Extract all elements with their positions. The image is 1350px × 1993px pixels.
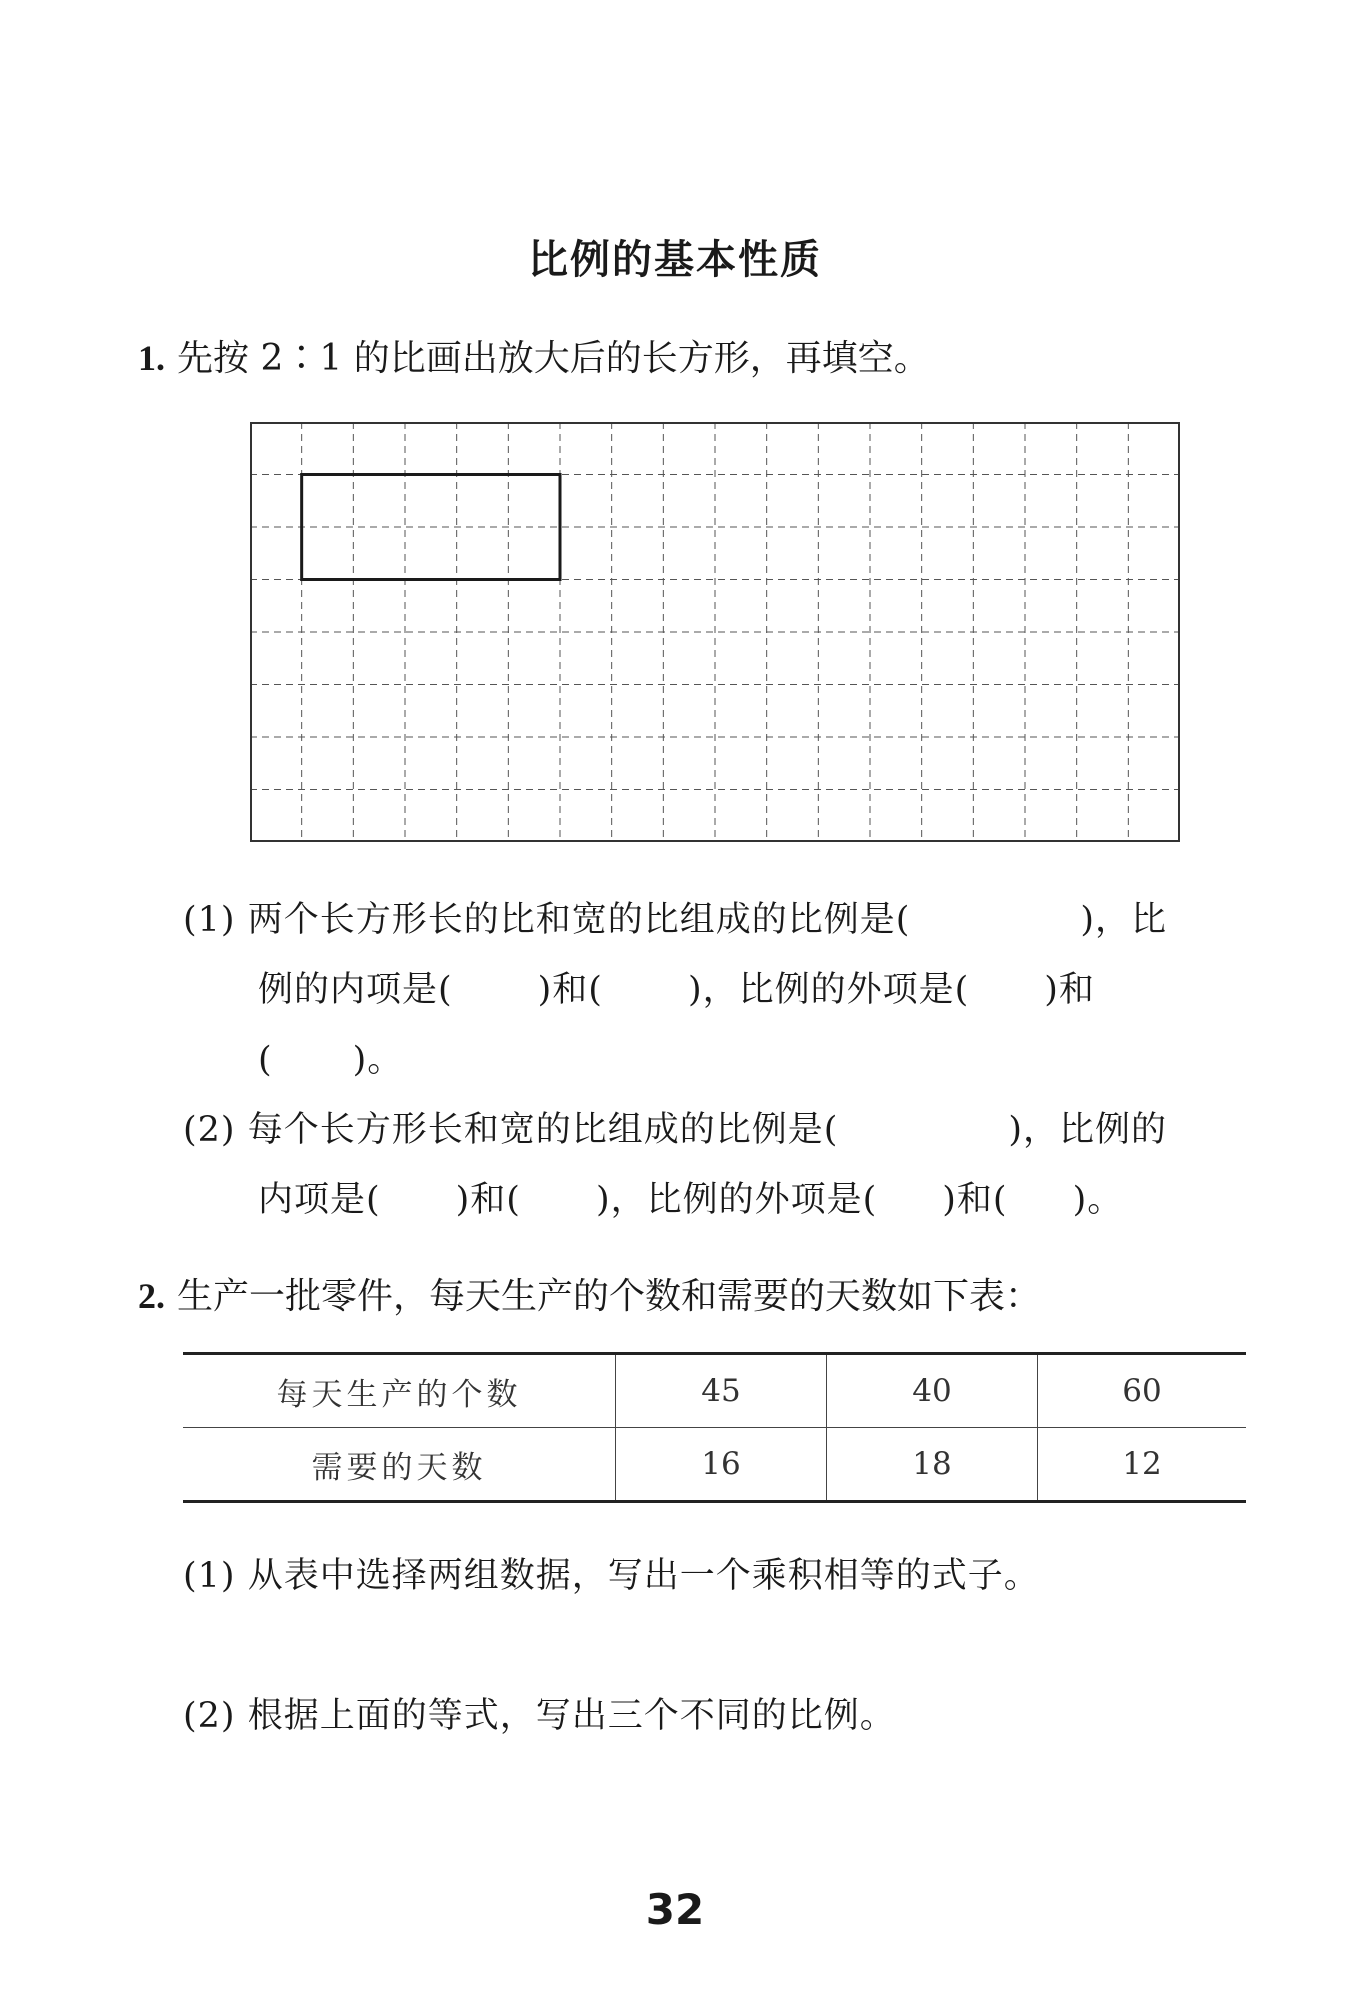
q2-sub2 [183, 1688, 896, 1738]
row-header: 每天生产的个数 [183, 1354, 616, 1428]
question-number: 1. [138, 338, 165, 378]
q1-sub2-line2 [258, 1172, 1123, 1222]
text: )和( [942, 1180, 1008, 1220]
text: )。 [352, 1040, 404, 1080]
text: )和( [455, 1180, 521, 1220]
sub-label: (1) [183, 900, 236, 940]
text: 从表中选择两组数据，写出一个乘积相等的式子。 [247, 1556, 1040, 1596]
q2-sub2-answer-area[interactable] [258, 1740, 1238, 1850]
drawing-grid[interactable] [250, 422, 1180, 842]
text: 内项是( [258, 1180, 381, 1220]
text: )，比例的外项是( [595, 1180, 878, 1220]
q1-sub1-line3 [258, 1032, 403, 1082]
text: )和 [1044, 970, 1095, 1010]
page-title: 比例的基本性质 [528, 237, 822, 283]
text: 两个长方形长的比和宽的比组成的比例是( [247, 900, 911, 940]
production-table [183, 1352, 1246, 1503]
text: ( [258, 1040, 273, 1080]
q1-sub1-line2 [258, 962, 1095, 1012]
sub-label: (1) [183, 1556, 236, 1596]
text: )，比 [1080, 900, 1168, 940]
sub-label: (2) [183, 1110, 236, 1150]
page-number: 32 [645, 1885, 705, 1934]
text: )和( [537, 970, 603, 1010]
text: 例的内项是( [258, 970, 453, 1010]
table-cell: 18 [826, 1428, 1037, 1502]
text: )。 [1072, 1180, 1124, 1220]
table-row [183, 1428, 1246, 1502]
question-number: 2. [138, 1276, 165, 1316]
q1-sub2-line1 [183, 1102, 1167, 1152]
q2-sub1 [183, 1548, 1040, 1598]
table-cell: 16 [616, 1428, 827, 1502]
table-cell: 60 [1037, 1354, 1246, 1428]
q2-sub1-answer-area[interactable] [258, 1600, 1238, 1670]
row-header: 需要的天数 [183, 1428, 616, 1502]
grid-svg [250, 422, 1180, 842]
question-2-heading [138, 1268, 1041, 1319]
table-cell: 45 [616, 1354, 827, 1428]
text: 根据上面的等式，写出三个不同的比例。 [247, 1696, 896, 1736]
table-cell: 12 [1037, 1428, 1246, 1502]
text: )，比例的 [1008, 1110, 1168, 1150]
text: )，比例的外项是( [687, 970, 970, 1010]
question-1-heading [138, 330, 930, 381]
text: 每个长方形长和宽的比组成的比例是( [247, 1110, 839, 1150]
table-row [183, 1354, 1246, 1428]
sub-label: (2) [183, 1696, 236, 1736]
q1-sub1-line1 [183, 892, 1167, 942]
question-1-text: 先按 2∶1 的比画出放大后的长方形，再填空。 [177, 338, 930, 379]
table-cell: 40 [826, 1354, 1037, 1428]
question-2-text: 生产一批零件，每天生产的个数和需要的天数如下表： [177, 1276, 1042, 1317]
